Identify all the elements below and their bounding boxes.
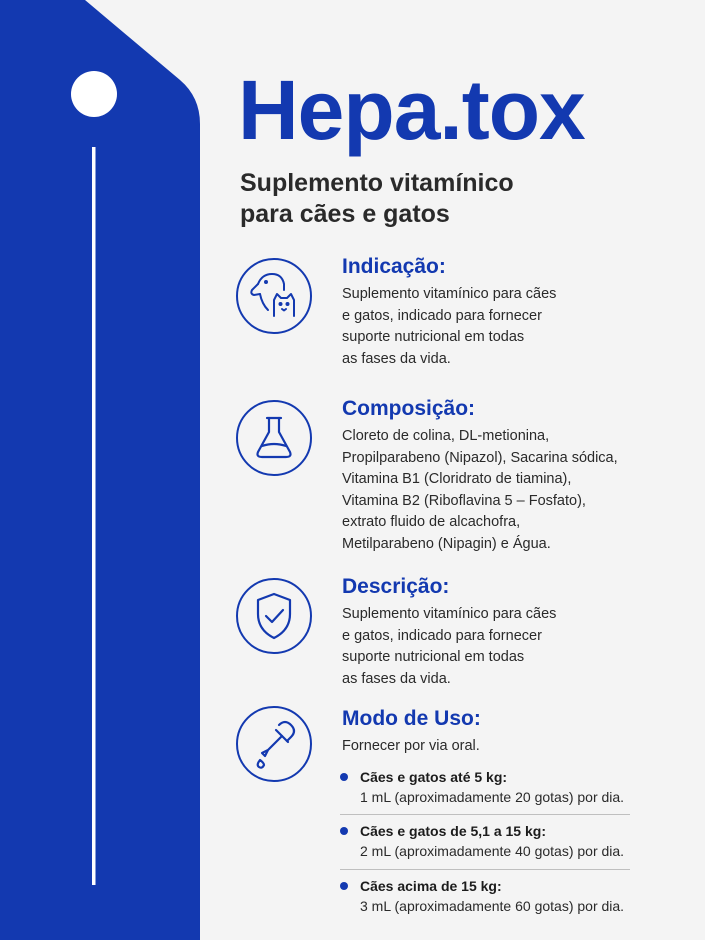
product-subtitle [240,168,514,230]
section-title: Composição: [342,397,476,420]
dose-desc: 3 mL (aproximadamente 60 gotas) por dia. [360,898,625,914]
bullet-icon [340,827,348,835]
section-title: Descrição: [342,575,450,598]
divider [340,869,630,870]
section-text-line: extrato fluido de alcachofra, [342,514,521,530]
section-title: Modo de Uso: [342,707,481,730]
section-text-line: Metilparabeno (Nipagin) e Água. [342,535,551,552]
dose-item [340,822,624,861]
dose-desc: 2 mL (aproximadamente 40 gotas) por dia. [360,843,625,859]
section-text-line: Cloreto de colina, DL-metionina, [342,428,550,444]
dose-title: Cães e gatos de 5,1 a 15 kg: [360,823,546,839]
section-text-line: Suplemento vitamínico para cães [342,606,557,622]
section-text-line: Vitamina B2 (Riboflavina 5 – Fosfato), [342,492,586,509]
dog-cat-icon [236,258,312,334]
section-text-line: e gatos, indicado para fornecer [342,627,542,644]
product-title: Hepa.tox [238,63,585,157]
usage-intro: Fornecer por via oral. [342,738,480,754]
section-text-line: suporte nutricional em todas [342,649,525,665]
blue-tag-graphic [0,0,200,940]
section-text-line: as fases da vida. [342,350,451,367]
section-text-line: e gatos, indicado para fornecer [342,307,542,324]
section-text-line: Propilparabeno (Nipazol), Sacarina sódica, [342,449,618,466]
subtitle-line: para cães e gatos [240,200,450,228]
flask-icon [236,400,312,476]
subtitle-line: Suplemento vitamínico [240,169,514,197]
dose-desc: 1 mL (aproximadamente 20 gotas) por dia. [360,789,625,805]
shield-check-icon [236,578,312,654]
section-text-line: as fases da vida. [342,670,451,687]
divider [340,814,630,815]
bullet-icon [340,882,348,890]
section-text-line: suporte nutricional em todas [342,329,525,345]
dropper-icon [236,706,312,782]
section-text-line: Vitamina B1 (Cloridrato de tiamina), [342,471,572,487]
dose-title: Cães e gatos até 5 kg: [360,769,508,785]
dose-title: Cães acima de 15 kg: [360,878,502,894]
dose-item [340,768,624,807]
section-title: Indicação: [342,255,446,278]
section-text-line: Suplemento vitamínico para cães [342,286,557,302]
dose-item [340,877,624,916]
bullet-icon [340,773,348,781]
